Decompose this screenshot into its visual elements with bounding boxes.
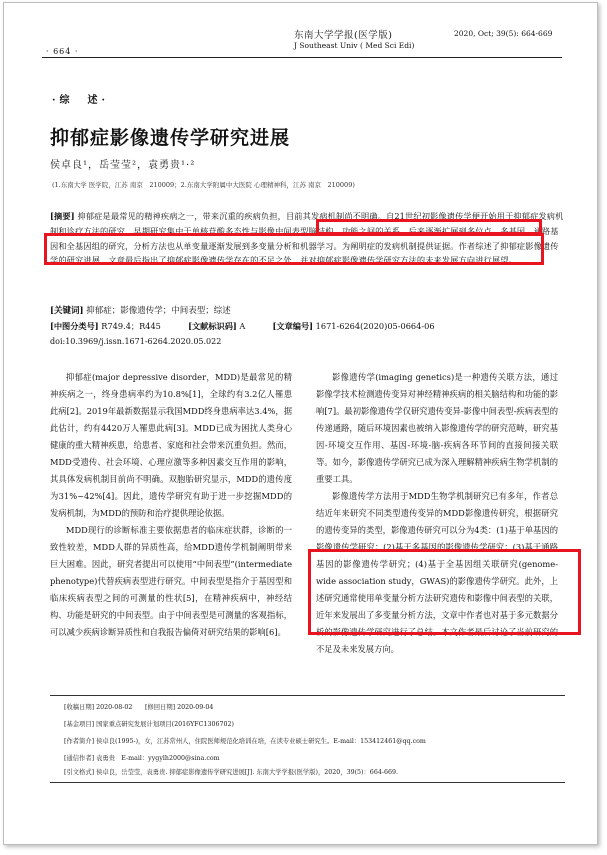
volume-info: 2020, Oct; 39(5): 664-669 [454,29,553,38]
keywords-line [50,304,231,316]
section-label: ·综 述· [52,95,109,106]
keywords-text: 抑郁症；影像遗传学；中间表型；综述 [86,306,231,316]
page-number: · 664 · [46,47,79,56]
abstract-text: 抑郁症是最常见的精神疾病之一，带来沉重的疾病负担，目前其发病机制尚不明确。自21世纪初影像遗传学便开始用于抑郁症发病机制和诊疗方法的研究，早期研究集中于单核苷酸多态性与影像中间表型脑结构、功能之间的关系，后来逐渐扩展到多位点、多基因、通路基因和全基因组的研究，分析方法也从单变量逐渐发展到多变量分析和机器学习。为阐明症的发病机制提供证据。作者综述了抑郁症影像遗传学的研究进展，文章最后指出了抑郁症影像遗传学存在的不足之处，并对抑郁症影像遗传学研究方法的未来发展方向进行展望。 [50,211,564,266]
footnote-rule-top [50,695,565,696]
doc-code-value: A [239,321,246,331]
classification-line [50,321,435,332]
journal-page [3,2,598,845]
body-paragraph: MDD现行的诊断标准主要依据患者的临床症状群，诊断的一致性较差，MDD人群的异质性高，给MDD遗传学机制阐明带来巨大困难。因此，研究者提出可以使用“中间表型”(intermediate phenotype)代替疾病表型进行研究。中间表型是指介于基因型和临床疾病表型之间的可测量的性状[5]，在精神疾病中，神经结构、功能是研究的中间表型。由于中间表型是可测量的客观指标，可以减少疾病诊断异质性和自我报告偏倚对研究结果的影响[6]。 [50,525,292,637]
clc-label: [中图分类号] [50,321,99,331]
doi-line: doi:10.3969/j.issn.1671-6264.2020.05.022 [50,337,222,346]
footnote-received: [收稿日期] 2020-08-02 [修回日期] 2020-09-04 [64,704,214,711]
doc-code-label: [文献标识码] [188,321,237,331]
footnote-rule-bottom [50,782,565,783]
abstract-label: [摘要] [50,211,75,221]
footnote-correspondence: [通信作者] 袁勇贵 E-mail：yygylh2000@sina.com [64,755,220,762]
footnote-author-bio: [作者简介] 侯卓良(1995-)，女，江苏常州人，住院医师规范化培训在培，在读专业硕士研究生。E-mail：153412461@qq.com [64,738,426,745]
clc-value: R749.4；R445 [101,321,161,331]
footnote-fund: [基金项目] 国家重点研究发展计划项目(2016YFC1306702) [64,721,234,728]
body-paragraph: 影像遗传学(imaging genetics)是一种遗传关联方法，通过影像学技术检测遗传变异对神经精神疾病的相关脑结构和功能的影响[7]。最初影像遗传学仅研究遗传变异-影像中间表型-疾病表型的传递通路，随后环境因素也被纳入影像遗传学的研究范畴，研究基因-环境交互作用、基因-环境-脑-疾病各环节间的直接间接关联等。如今，影像遗传学研究已成为深入理解精神疾病生物学机制的重要工具。 [316,372,558,484]
body-column-right [316,369,558,658]
article-authors: 侯卓良¹，岳莹莹²，袁勇贵¹·² [50,160,196,171]
header-rule [42,57,562,58]
body-column-left [50,369,292,641]
journal-name-cn: 东南大学学报(医学版) [294,30,393,41]
keywords-label: [关键词] [50,306,84,316]
footnote-citation: [引文格式] 侯卓良，岳莹莹，袁勇贵. 抑郁症影像遗传学研究进展[J]. 东南大学学报(医学版)，2020，39(5)：664-669. [64,769,398,776]
article-number-label: [文章编号] [272,321,314,331]
author-affiliations: (1.东南大学 医学院，江苏 南京 210009；2.东南大学附属中大医院 心理精神科，江苏 南京 210009) [52,181,355,189]
body-paragraph: 影像遗传学方法用于MDD生物学机制研究已有多年，作者总结近年来研究不同类型遗传变异的MDD影像遗传研究，根据研究的遗传变异的类型，影像遗传研究可以分为4类：(1)基于单基因的影像遗传学研究；(2)基于多基因的影像遗传学研究；(3)基于通路基因的影像遗传学研究；(4)基于全基因组关联研究(genome-wide association study，GWAS)的影像遗传学研究。此外，上述研究通常使用单变量分析方法研究遗传和影像中间表型的关联，近年来发展出了多变量分析方法，文章中作者也对基于多元数据分析的影像遗传学研究进行了总结。本文作者最后讨论了当前研究的不足及未来发展方向。 [316,491,558,654]
abstract-block [50,209,565,268]
journal-name-en: J Southeast Univ ( Med Sci Edi) [294,41,415,50]
body-paragraph: 抑郁症(major depressive disorder，MDD)是最常见的精神疾病之一，终身患病率约为10.8%[1]，全球约有3.2亿人罹患此病[2]。2019年最新数据显示我国MDD终身患病率达3.4%，据此估计，约有4420万人罹患此病[3]。MDD已成为困扰人类身心健康的重大精神疾患，给患者、家庭和社会带来沉重负担。然而，MDD受遗传、社会环境、心理应激等多种因素交互作用的影响，其具体发病机制目前尚不明确。双胞胎研究显示，MDD的遗传度为31%~42%[4]。因此，遗传学研究有助于进一步挖掘MDD的发病机制，为MDD的预防和治疗提供理论依据。 [50,372,292,518]
article-number-value: 1671-6264(2020)05-0664-06 [315,321,435,331]
article-title: 抑郁症影像遗传学研究进展 [50,127,291,149]
